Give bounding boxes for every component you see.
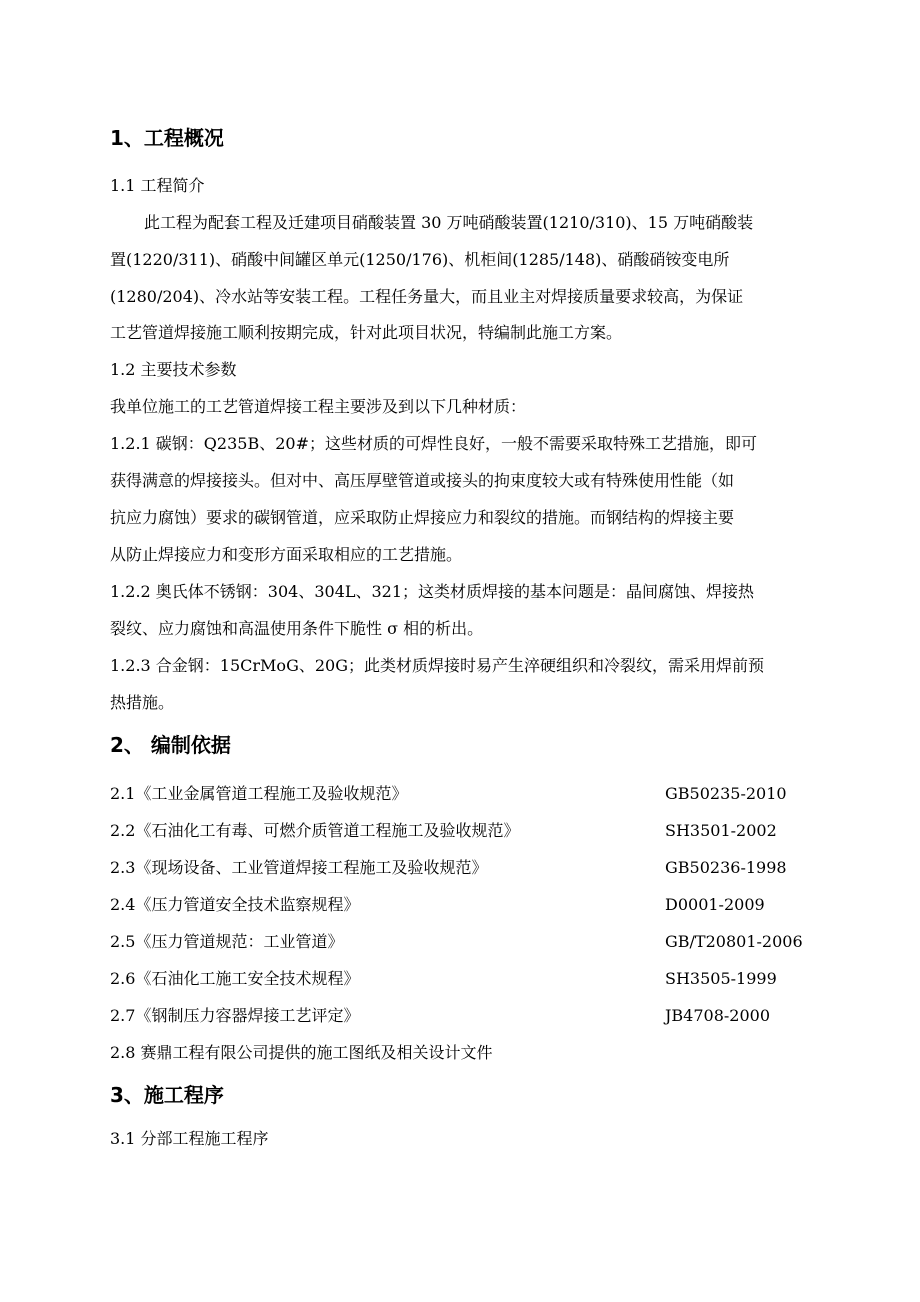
reference-code: GB50236-1998: [665, 858, 787, 877]
alloy-steel-line-1: 1.2.3 合金钢：15CrMoG、20G；此类材质焊接时易产生淬硬组织和冷裂纹，需采用焊前预: [110, 656, 764, 675]
carbon-steel-line-4: 从防止焊接应力和变形方面采取相应的工艺措施。: [110, 545, 463, 564]
alloy-steel-line-2: 热措施。: [110, 693, 175, 712]
intro-line-3: (1280/204)、冷水站等安装工程。工程任务量大，而且业主对焊接质量要求较高，为保证: [110, 287, 744, 306]
reference-title: 2.7《钢制压力容器焊接工艺评定》: [110, 1006, 360, 1025]
subsection-1-1-title: 1.1 工程简介: [110, 176, 205, 195]
section-1-heading: 1、工程概况: [110, 126, 224, 150]
reference-code: D0001-2009: [665, 895, 765, 914]
subsection-1-2-title: 1.2 主要技术参数: [110, 360, 237, 379]
carbon-steel-line-2: 获得满意的焊接接头。但对中、高压厚壁管道或接头的拘束度较大或有特殊使用性能（如: [110, 471, 735, 490]
reference-item: [110, 857, 810, 879]
carbon-steel-line-3: 抗应力腐蚀）要求的碳钢管道，应采取防止焊接应力和裂纹的措施。而钢结构的焊接主要: [110, 508, 735, 527]
reference-item: [110, 1005, 810, 1027]
intro-line-2: 置(1220/311)、硝酸中间罐区单元(1250/176)、机柜间(1285/148)、硝酸硝铵变电所: [110, 250, 730, 269]
reference-code: GB/T20801-2006: [665, 932, 803, 951]
reference-item-2-8: 2.8 赛鼎工程有限公司提供的施工图纸及相关设计文件: [110, 1043, 493, 1062]
reference-code: JB4708-2000: [665, 1006, 771, 1025]
intro-line-1: 此工程为配套工程及迁建项目硝酸装置 30 万吨硝酸装置(1210/310)、15 万吨硝酸装: [144, 213, 754, 232]
reference-title: 2.5《压力管道规范：工业管道》: [110, 932, 344, 951]
section-2-heading: 2、 编制依据: [110, 733, 231, 757]
subsection-3-1-title: 3.1 分部工程施工程序: [110, 1129, 269, 1148]
reference-item: [110, 931, 810, 953]
reference-item: [110, 894, 810, 916]
reference-item: [110, 968, 810, 990]
stainless-steel-line-2: 裂纹、应力腐蚀和高温使用条件下脆性 σ 相的析出。: [110, 619, 484, 638]
stainless-steel-line-1: 1.2.2 奥氏体不锈钢：304、304L、321；这类材质焊接的基本问题是：晶间腐蚀、焊接热: [110, 582, 755, 601]
reference-title: 2.1《工业金属管道工程施工及验收规范》: [110, 784, 408, 803]
reference-title: 2.4《压力管道安全技术监察规程》: [110, 895, 360, 914]
reference-title: 2.3《现场设备、工业管道焊接工程施工及验收规范》: [110, 858, 488, 877]
reference-item: [110, 820, 810, 842]
reference-code: SH3505-1999: [665, 969, 777, 988]
intro-line-4: 工艺管道焊接施工顺利按期完成，针对此项目状况，特编制此施工方案。: [110, 323, 623, 342]
reference-code: GB50235-2010: [665, 784, 787, 803]
reference-title: 2.6《石油化工施工安全技术规程》: [110, 969, 360, 988]
section-3-heading: 3、施工程序: [110, 1083, 224, 1107]
reference-code: SH3501-2002: [665, 821, 777, 840]
reference-title: 2.2《石油化工有毒、可燃介质管道工程施工及验收规范》: [110, 821, 520, 840]
materials-intro: 我单位施工的工艺管道焊接工程主要涉及到以下几种材质：: [110, 397, 527, 416]
carbon-steel-line-1: 1.2.1 碳钢：Q235B、20#；这些材质的可焊性良好，一般不需要采取特殊工艺措施，即可: [110, 434, 757, 453]
reference-item: [110, 783, 810, 805]
